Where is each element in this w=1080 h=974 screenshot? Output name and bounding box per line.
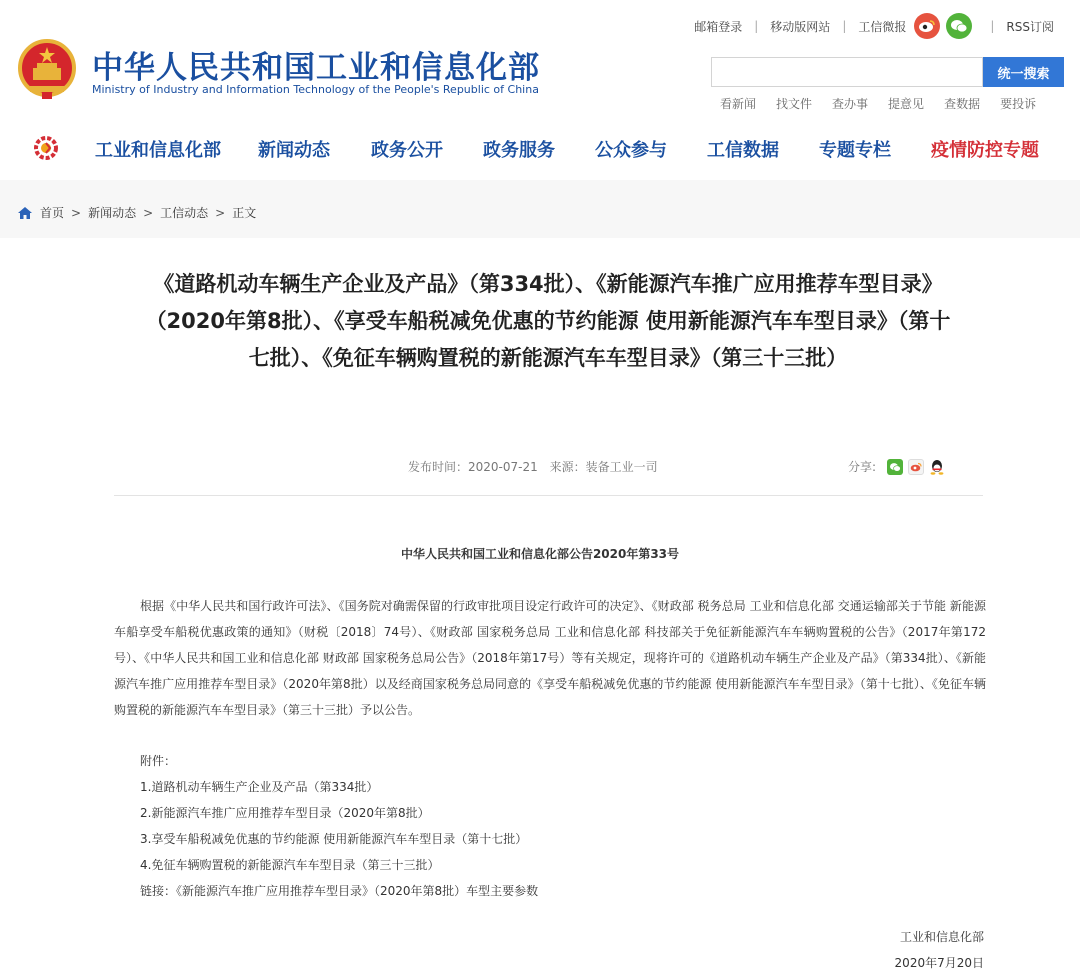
top-links bbox=[694, 12, 1054, 40]
separator: | bbox=[754, 19, 759, 33]
nav-item-ministry[interactable]: 工业和信息化部 bbox=[95, 140, 221, 161]
nav-item-public-participation[interactable]: 公众参与 bbox=[595, 140, 667, 161]
share-bar bbox=[848, 458, 945, 475]
mail-login-link[interactable]: 邮箱登录 bbox=[694, 19, 743, 34]
nav-item-topics[interactable]: 专题专栏 bbox=[819, 140, 891, 161]
nav-item-government-affairs[interactable]: 政务公开 bbox=[371, 140, 443, 161]
quick-link-complaint[interactable]: 要投诉 bbox=[1000, 97, 1037, 111]
gear-logo-icon[interactable] bbox=[32, 134, 60, 162]
share-label: 分享: bbox=[848, 460, 877, 474]
article-source: 来源：装备工业一司 bbox=[549, 460, 658, 474]
search-button[interactable]: 统一搜索 bbox=[983, 57, 1064, 87]
site-header bbox=[0, 0, 1080, 180]
attachments-label: 附件： bbox=[140, 754, 177, 768]
article-meta bbox=[408, 458, 658, 475]
attachment-link[interactable]: 3.享受车船税减免优惠的节约能源 使用新能源汽车车型目录（第十七批） bbox=[140, 832, 528, 846]
national-emblem-icon bbox=[18, 38, 76, 100]
quick-link-files[interactable]: 找文件 bbox=[776, 97, 813, 111]
wechat-icon[interactable] bbox=[946, 13, 972, 39]
breadcrumb-home[interactable]: 首页 bbox=[40, 206, 65, 220]
main-nav bbox=[0, 124, 1080, 170]
breadcrumb bbox=[18, 204, 256, 221]
breadcrumb-separator: > bbox=[143, 205, 154, 220]
rss-link[interactable]: RSS订阅 bbox=[1006, 19, 1054, 34]
micro-report-link[interactable]: 工信微报 bbox=[858, 19, 907, 34]
attachment-link[interactable]: 1.道路机动车辆生产企业及产品（第334批） bbox=[140, 780, 379, 794]
home-icon bbox=[18, 207, 32, 219]
share-qq-icon[interactable] bbox=[929, 459, 945, 475]
title-divider bbox=[114, 495, 983, 496]
share-wechat-icon[interactable] bbox=[887, 459, 903, 475]
signature-block bbox=[895, 924, 984, 974]
quick-link-news[interactable]: 看新闻 bbox=[720, 97, 757, 111]
publish-date: 发布时间：2020-07-21 bbox=[408, 460, 538, 474]
nav-item-services[interactable]: 政务服务 bbox=[483, 140, 555, 161]
quick-link-services[interactable]: 查办事 bbox=[832, 97, 869, 111]
article-title: 《道路机动车辆生产企业及产品》（第334批）、《新能源汽车推广应用推荐车型目录》（2020年第8批）、《享受车船税减免优惠的节约能源 使用新能源汽车车型目录》（第十七批）、《免征车辆购置税的新能源汽车车型目录》（第三十三批） bbox=[145, 272, 951, 370]
breadcrumb-current: 正文 bbox=[232, 206, 257, 220]
breadcrumb-separator: > bbox=[215, 205, 226, 220]
site-subtitle: Ministry of Industry and Information Technology of the People's Republic of China bbox=[92, 83, 539, 96]
quick-link-feedback[interactable]: 提意见 bbox=[888, 97, 925, 111]
nav-item-epidemic[interactable]: 疫情防控专题 bbox=[931, 140, 1039, 161]
search-input[interactable] bbox=[711, 57, 983, 87]
separator: | bbox=[990, 19, 995, 33]
weibo-icon[interactable] bbox=[914, 13, 940, 39]
attachments-list bbox=[140, 748, 538, 904]
mobile-site-link[interactable]: 移动版网站 bbox=[770, 19, 831, 34]
breadcrumb-bar bbox=[0, 180, 1080, 238]
share-weibo-icon[interactable] bbox=[908, 459, 924, 475]
nav-item-data[interactable]: 工信数据 bbox=[707, 140, 779, 161]
signature-issuer: 工业和信息化部 bbox=[899, 930, 984, 944]
parameters-link[interactable]: 链接：《新能源汽车推广应用推荐车型目录》（2020年第8批）车型主要参数 bbox=[140, 884, 539, 898]
quick-link-data[interactable]: 查数据 bbox=[944, 97, 981, 111]
article-body: 根据《中华人民共和国行政许可法》、《国务院对确需保留的行政审批项目设定行政许可的决定》、《财政部 税务总局 工业和信息化部 交通运输部关于节能 新能源车船享受车船税优惠政策的通知》（财税〔2018〕74号）、《财政部 国家税务总局 工业和信息化部 科技部关于免征新能源汽车车辆购置税的公告》（2017年第172号）、《中华人民共和国工业和信息化部 财政部 国家税务总局公告》（2018年第17号）等有关规定，现将许可的《道路机动车辆生产企业及产品》（第334批）、《新能源汽车推广应用推荐车型目录》（2020年第8批）以及经商国家税务总局同意的《享受车船税减免优惠的节约能源 使用新能源汽车车型目录》（第十七批）、《免征车辆购置税的新能源汽车车型目录》（第三十三批）予以公告。 bbox=[114, 599, 986, 717]
notice-title: 中华人民共和国工业和信息化部公告2020年第33号 bbox=[400, 547, 680, 561]
breadcrumb-separator: > bbox=[71, 205, 82, 220]
breadcrumb-industry-news[interactable]: 工信动态 bbox=[160, 206, 209, 220]
breadcrumb-news[interactable]: 新闻动态 bbox=[88, 206, 137, 220]
nav-item-news[interactable]: 新闻动态 bbox=[258, 140, 330, 161]
quick-links bbox=[720, 95, 1036, 112]
separator: | bbox=[842, 19, 847, 33]
attachment-link[interactable]: 2.新能源汽车推广应用推荐车型目录（2020年第8批） bbox=[140, 806, 430, 820]
attachment-link[interactable]: 4.免征车辆购置税的新能源汽车车型目录（第三十三批） bbox=[140, 858, 440, 872]
site-title[interactable]: 中华人民共和国工业和信息化部 bbox=[92, 50, 540, 86]
signature-date: 2020年7月20日 bbox=[894, 956, 984, 970]
